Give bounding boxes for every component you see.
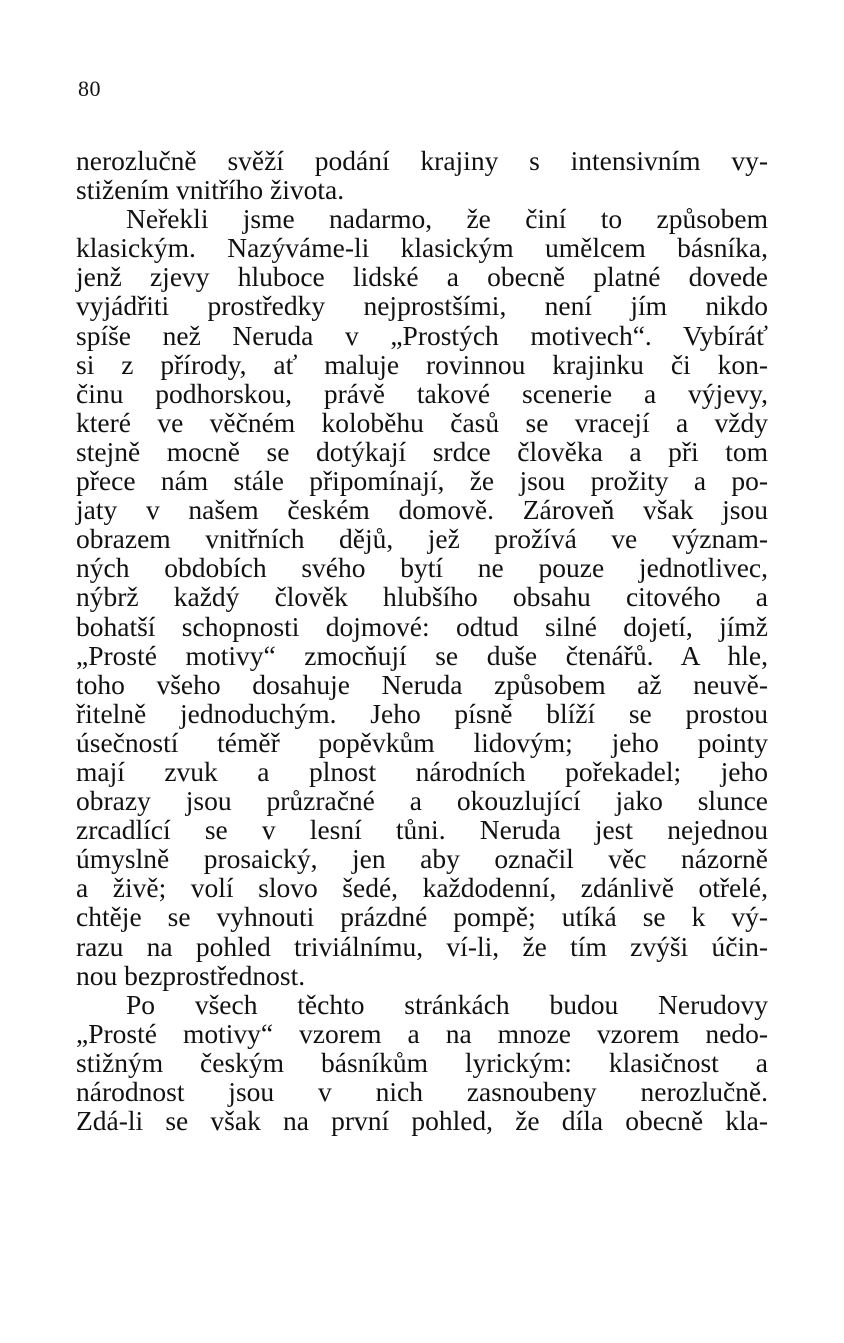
text-line: si z přírody, ať maluje rovinnou krajinku či kon- [76, 348, 768, 380]
text-line: řitelně jednoduchým. Jeho písně blíží se prostou [76, 697, 768, 729]
text-line: „Prosté motivy“ zmocňují se duše čtenářů. A hle, [76, 639, 768, 671]
text-line: ných obdobích svého bytí ne pouze jednotlivec, [76, 552, 768, 584]
text-line: „Prosté motivy“ vzorem a na mnoze vzorem nedo- [76, 1017, 768, 1049]
text-line: nerozlučně svěží podání krajiny s intensivním vy- [76, 145, 768, 176]
text-line: činu podhorskou, právě takové scenerie a výjevy, [76, 377, 768, 409]
body-text [76, 146, 768, 1135]
text-line: chtěje se vyhnouti prázdné pompě; utíká se k vý- [76, 901, 768, 933]
text-line: stižným českým básníkům lyrickým: klasičnost a [76, 1046, 768, 1078]
text-line: toho všeho dosahuje Neruda způsobem až neuvě- [76, 668, 768, 700]
text-line: vyjádřiti prostředky nejprostšími, není jím nikdo [76, 290, 768, 322]
text-line: národnost jsou v nich zasnoubeny nerozlučně. [76, 1076, 768, 1107]
text-line: nou bezprostřednost. [76, 959, 306, 991]
text-line: Po všech těchto stránkách budou Nerudovy [126, 988, 768, 1020]
text-line: obrazy jsou průzračné a okouzlující jako slunce [76, 785, 768, 817]
text-line: Neřekli jsme nadarmo, že činí to způsobem [126, 203, 768, 235]
text-line: a živě; volí slovo šedé, každodenní, zdánlivě otřelé, [76, 872, 768, 904]
text-line: úmyslně prosaický, jen aby označil věc názorně [76, 843, 768, 875]
text-line: jenž zjevy hluboce lidské a obecně platné dovede [76, 261, 768, 293]
text-line: nýbrž každý člověk hlubšího obsahu citového a [76, 581, 768, 613]
text-line: Zdá-li se však na první pohled, že díla obecně kla- [76, 1105, 768, 1137]
text-line: spíše než Neruda v „Prostých motivech“. Vybíráť [76, 319, 768, 351]
text-line: stejně mocně se dotýkají srdce člověka a při tom [76, 435, 768, 467]
text-line: stižením vnitřího života. [76, 174, 345, 206]
text-line: jaty v našem českém domově. Zároveň však jsou [76, 494, 768, 526]
text-line: přece nám stále připomínají, že jsou prožity a po- [76, 465, 768, 497]
text-line: klasickým. Nazýváme-li klasickým umělcem básníka, [76, 232, 768, 264]
text-line: úsečností téměř popěvkům lidovým; jeho pointy [76, 726, 768, 758]
text-line: razu na pohled triviálnímu, ví-li, že tím zvýši účin- [76, 930, 768, 962]
text-line: zrcadlící se v lesní tůni. Neruda jest nejednou [76, 814, 768, 846]
text-line: bohatší schopnosti dojmové: odtud silné dojetí, jímž [76, 610, 768, 642]
text-line: které ve věčném koloběhu časů se vracejí a vždy [76, 406, 768, 438]
text-line: obrazem vnitřních dějů, jež prožívá ve význam- [76, 523, 768, 555]
page-number: 80 [78, 76, 101, 101]
text-line: mají zvuk a plnost národních pořekadel; jeho [76, 755, 768, 787]
